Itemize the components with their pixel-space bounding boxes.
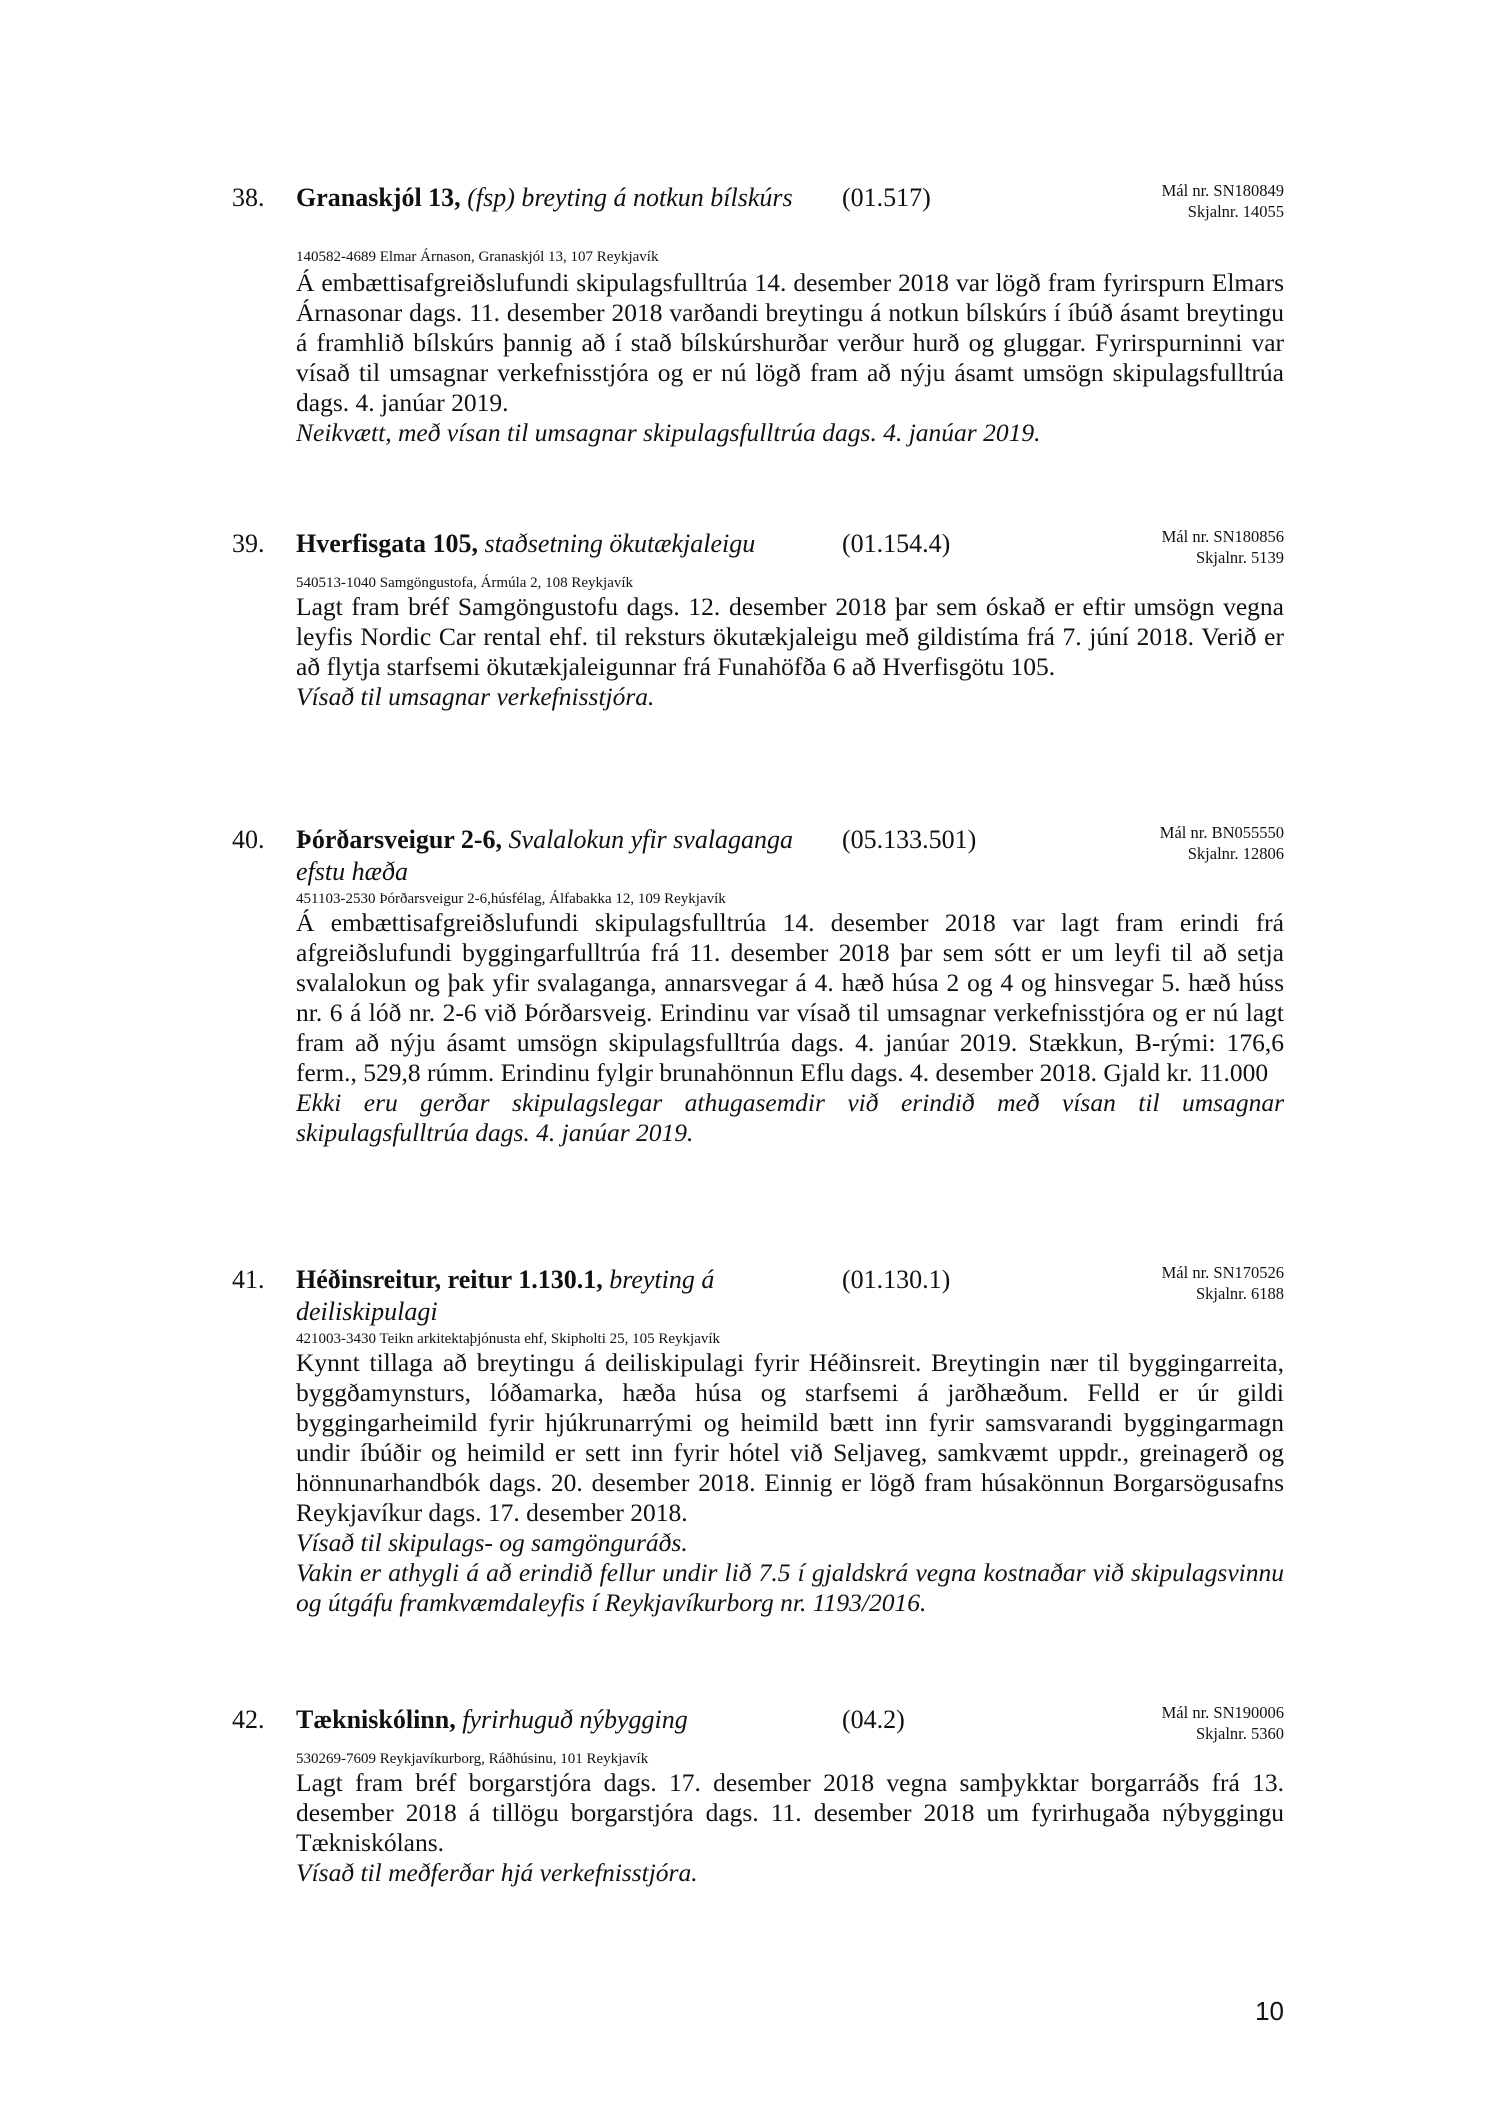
item-subject: Svalalokun yfir svalaganga efstu hæða <box>296 825 794 886</box>
item-conclusion: Vakin er athygli á að erindið fellur undir lið 7.5 í gjaldskrá vegna kostnaðar við skipulagsvinnu og útgáfu framkvæmdaleyfis í Reykjavíkurborg nr. 1193/2016. <box>296 1558 1284 1617</box>
item-body <box>296 908 1284 1148</box>
item-subject: staðsetning ökutækjaleigu <box>484 529 756 558</box>
item-references <box>1162 180 1284 222</box>
item-address: Tækniskólinn, <box>296 1705 456 1734</box>
item-applicant: 530269-7609 Reykjavíkurborg, Ráðhúsinu, 101 Reykjavík <box>296 1751 649 1767</box>
item-address: Þórðarsveigur 2-6, <box>296 825 503 854</box>
item-address: Héðinsreitur, reitur 1.130.1, <box>296 1265 603 1294</box>
item-conclusion: Ekki eru gerðar skipulagslegar athugasemdir við erindið með vísan til umsagnar skipulagsfulltrúa dags. 4. janúar 2019. <box>296 1088 1284 1147</box>
item-references <box>1160 822 1284 864</box>
item-body <box>296 592 1284 712</box>
item-references <box>1162 1262 1284 1304</box>
item-subject: fyrirhuguð nýbygging <box>462 1705 688 1734</box>
item-heading <box>296 1704 816 1736</box>
item-number: 39. <box>232 529 265 558</box>
item-applicant: 451103-2530 Þórðarsveigur 2-6,húsfélag, Álfabakka 12, 109 Reykjavík <box>296 891 726 907</box>
item-text: Á embættisafgreiðslufundi skipulagsfulltrúa 14. desember 2018 var lögð fram fyrirspurn Elmars Árnasonar dags. 11. desember 2018 varðandi breytingu á notkun bílskúrs í íbúð ásamt breytingu á framhlið bílskúrs þannig að í stað bílskúrshurðar verður hurð og gluggar. Fyrirspurninni var vísað til umsagnar verkefnisstjóra og er nú lögð fram að nýju ásamt umsögn skipulagsfulltrúa dags. 4. janúar 2019. <box>296 268 1284 417</box>
item-applicant: 140582-4689 Elmar Árnason, Granaskjól 13, 107 Reykjavík <box>296 249 659 265</box>
page-number: 10 <box>1255 1996 1284 2026</box>
item-address: Hverfisgata 105, <box>296 529 478 558</box>
item-land-code: (01.130.1) <box>842 1265 951 1294</box>
item-number: 42. <box>232 1705 265 1734</box>
item-text: Á embættisafgreiðslufundi skipulagsfulltrúa 14. desember 2018 var lagt fram erindi frá afgreiðslufundi byggingarfulltrúa frá 11. desember 2018 þar sem sótt er um leyfi til að setja svalalokun og þak yfir svalaganga, annarsvegar á 4. hæð húsa 2 og 4 og hinsvegar 5. hæð húss nr. 6 á lóð nr. 2-6 við Þórðarsveig. Erindinu var vísað til umsagnar verkefnisstjóra og er nú lagt fram að nýju ásamt umsögn skipulagsfulltrúa dags. 4. janúar 2019. Stækkun, B-rými: 176,6 ferm., 529,8 rúmm. Erindinu fylgir brunahönnun Eflu dags. 4. desember 2018. Gjald kr. 11.000 <box>296 908 1284 1087</box>
case-number: Mál nr. BN055550 <box>1159 823 1284 842</box>
item-text: Lagt fram bréf borgarstjóra dags. 17. desember 2018 vegna samþykktar borgarráðs frá 13. desember 2018 á tillögu borgarstjóra dags. 11. desember 2018 um fyrirhugaða nýbyggingu Tækniskólans. <box>296 1768 1284 1857</box>
item-references <box>1162 1702 1284 1744</box>
document-number: Skjalnr. 6188 <box>1195 1284 1284 1303</box>
item-address: Granaskjól 13, <box>296 183 461 212</box>
case-number: Mál nr. SN180849 <box>1161 181 1284 200</box>
item-number: 41. <box>232 1265 265 1294</box>
item-heading <box>296 1264 816 1328</box>
item-text: Kynnt tillaga að breytingu á deiliskipulagi fyrir Héðinsreit. Breytingin nær til byggingarreita, byggðamynsturs, lóðamarka, hæða húsa og starfsemi á jarðhæðum. Felld er úr gildi byggingarheimild fyrir hjúkrunarrými og heimild bætt inn fyrir samsvarandi byggingarmagn undir íbúðir og heimild er sett inn fyrir hótel við Seljaveg, samkvæmt uppdr., greinagerð og hönnunarhandbók dags. 20. desember 2018. Einnig er lögð fram húsakönnun Borgarsögusafns Reykjavíkur dags. 17. desember 2018. <box>296 1348 1284 1527</box>
document-number: Skjalnr. 5139 <box>1195 548 1284 567</box>
item-conclusion: Vísað til umsagnar verkefnisstjóra. <box>296 682 655 711</box>
item-conclusion: Neikvætt, með vísan til umsagnar skipulagsfulltrúa dags. 4. janúar 2019. <box>296 418 1041 447</box>
item-heading <box>296 824 816 888</box>
document-number: Skjalnr. 14055 <box>1187 202 1284 221</box>
item-body <box>296 1768 1284 1888</box>
case-number: Mál nr. SN180856 <box>1161 527 1284 546</box>
item-references <box>1162 526 1284 568</box>
item-heading <box>296 182 816 214</box>
document-number: Skjalnr. 12806 <box>1187 844 1284 863</box>
item-body <box>296 1348 1284 1618</box>
item-land-code: (01.154.4) <box>842 529 951 558</box>
item-number: 40. <box>232 825 265 854</box>
item-heading <box>296 528 816 560</box>
case-number: Mál nr. SN170526 <box>1161 1263 1284 1282</box>
item-subject: breyting á deiliskipulagi <box>296 1265 715 1326</box>
item-conclusion: Vísað til skipulags- og samgönguráðs. <box>296 1528 688 1557</box>
item-body <box>296 268 1284 448</box>
item-land-code: (05.133.501) <box>842 825 977 854</box>
item-land-code: (01.517) <box>842 183 931 212</box>
document-number: Skjalnr. 5360 <box>1195 1724 1284 1743</box>
case-number: Mál nr. SN190006 <box>1161 1703 1284 1722</box>
item-subject: (fsp) breyting á notkun bílskúrs <box>467 183 793 212</box>
item-text: Lagt fram bréf Samgöngustofu dags. 12. desember 2018 þar sem óskað er eftir umsögn vegna leyfis Nordic Car rental ehf. til reksturs ökutækjaleigu með gildistíma frá 7. júní 2018. Verið er að flytja starfsemi ökutækjaleigunnar frá Funahöfða 6 að Hverfisgötu 105. <box>296 592 1284 681</box>
item-applicant: 421003-3430 Teikn arkitektaþjónusta ehf, Skipholti 25, 105 Reykjavík <box>296 1331 721 1347</box>
item-land-code: (04.2) <box>842 1705 905 1734</box>
item-applicant: 540513-1040 Samgöngustofa, Ármúla 2, 108 Reykjavík <box>296 575 634 591</box>
item-number: 38. <box>232 183 265 212</box>
item-conclusion: Vísað til meðferðar hjá verkefnisstjóra. <box>296 1858 698 1887</box>
